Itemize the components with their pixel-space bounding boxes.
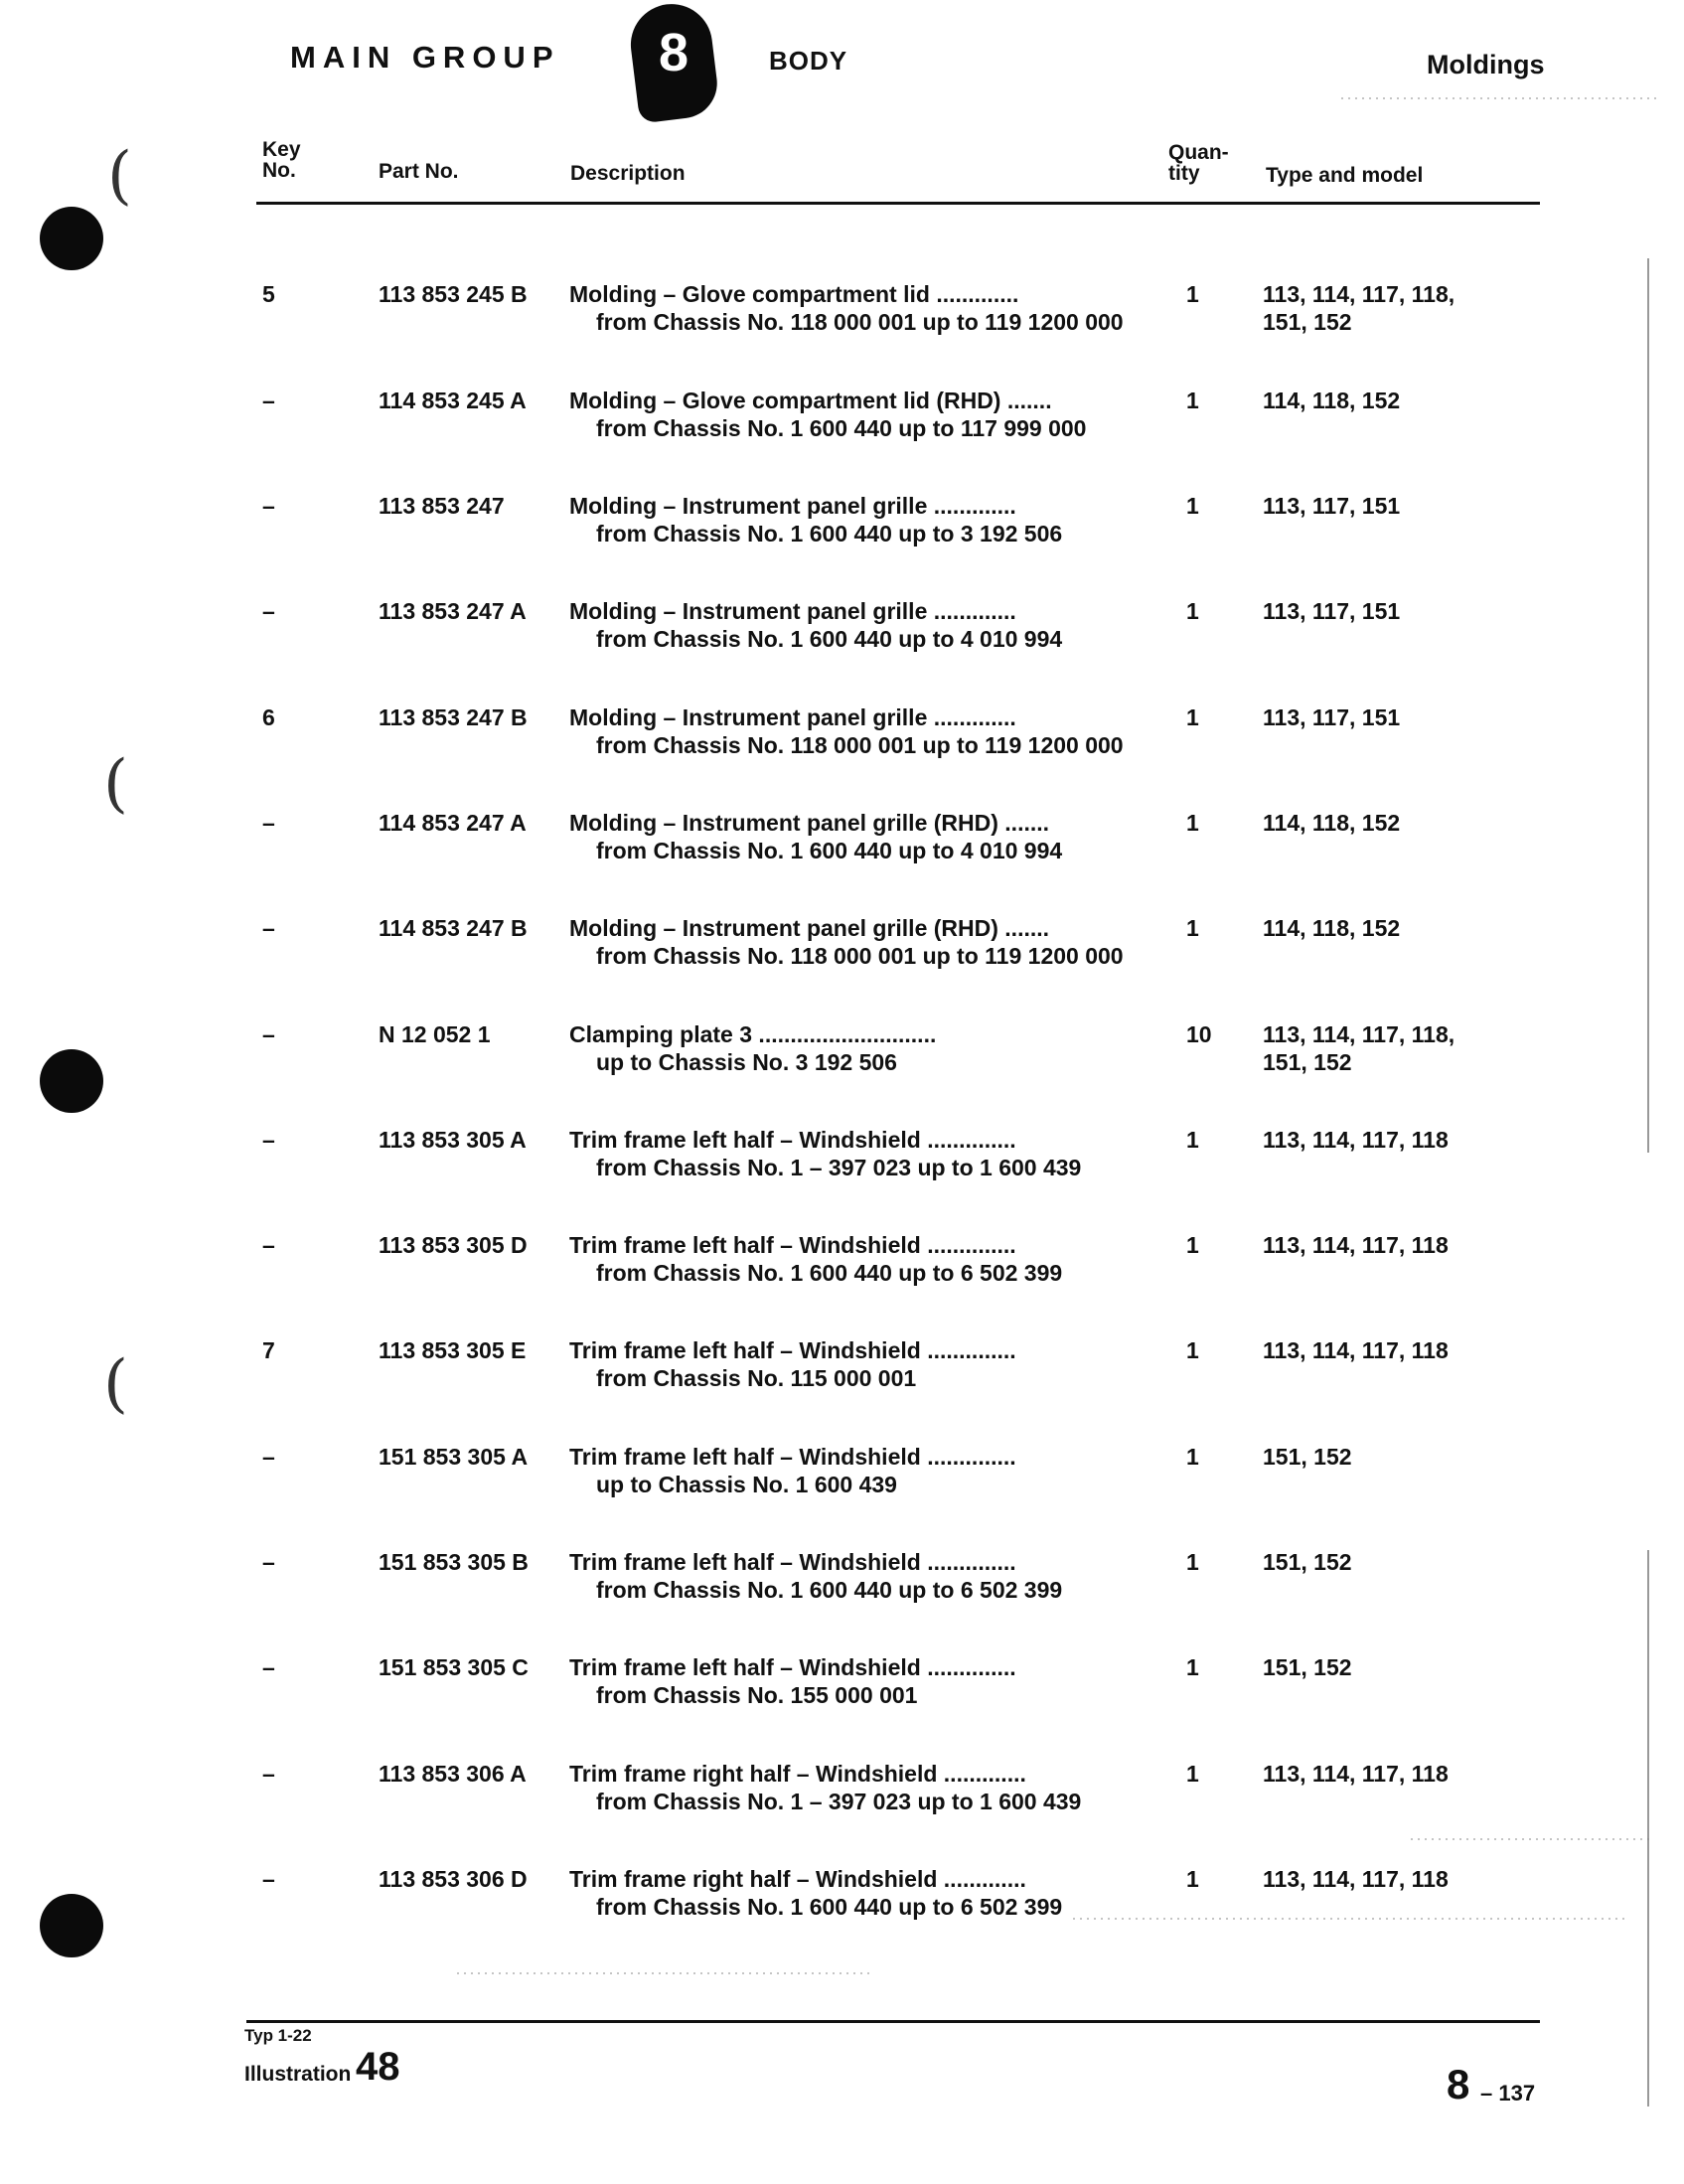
part-number: 113 853 247: [379, 493, 505, 519]
description: [569, 1443, 1016, 1498]
section-title: BODY: [769, 46, 848, 76]
description-detail: from Chassis No. 1 600 440 up to 6 502 399: [596, 1260, 1063, 1286]
subsection-title: Moldings: [1427, 50, 1545, 79]
type-model: [1263, 492, 1400, 520]
scan-noise: [1411, 1838, 1649, 1840]
type-model: [1263, 703, 1400, 731]
description: [569, 387, 1086, 442]
key-number: –: [262, 1127, 275, 1153]
part-number: 113 853 247 B: [379, 704, 528, 730]
type-model: [1263, 809, 1400, 837]
description: [569, 492, 1062, 547]
description: [569, 703, 1124, 759]
table-row: [0, 809, 1684, 868]
type-model: [1263, 1126, 1449, 1154]
page-number-group: 8: [1447, 2061, 1470, 2107]
type-model: [1263, 1020, 1454, 1076]
description-line: Trim frame left half – Windshield ..............: [569, 1127, 1016, 1153]
description: [569, 1653, 1016, 1709]
description-line: Trim frame right half – Windshield .............: [569, 1761, 1026, 1787]
scan-edge: [1647, 1550, 1649, 2106]
description-detail: from Chassis No. 1 – 397 023 up to 1 600 439: [596, 1155, 1082, 1180]
table-row: [0, 1336, 1684, 1396]
key-number: –: [262, 915, 275, 941]
type-model: [1263, 1443, 1352, 1471]
description: [569, 809, 1062, 864]
key-number: –: [262, 493, 275, 519]
description: [569, 280, 1124, 336]
table-row: [0, 492, 1684, 551]
key-number: 7: [262, 1337, 275, 1363]
description-line: Trim frame right half – Windshield .............: [569, 1866, 1026, 1892]
key-number: –: [262, 388, 275, 413]
illustration-label: Illustration: [244, 2063, 352, 2086]
table-row: [0, 280, 1684, 340]
description-line: Molding – Instrument panel grille .............: [569, 598, 1016, 624]
quantity: 1: [1186, 1337, 1199, 1363]
description-line: Trim frame left half – Windshield ..............: [569, 1337, 1016, 1363]
description-line: Trim frame left half – Windshield ..............: [569, 1654, 1016, 1680]
type-model-line: 113, 114, 117, 118: [1263, 1232, 1449, 1258]
description-detail: from Chassis No. 1 600 440 up to 6 502 399: [596, 1894, 1063, 1920]
description-detail: from Chassis No. 155 000 001: [596, 1682, 918, 1708]
scan-noise: [1341, 97, 1659, 99]
description: [569, 1231, 1062, 1287]
table-row: [0, 703, 1684, 763]
description: [569, 597, 1062, 653]
quantity: 1: [1186, 598, 1199, 624]
description-line: Trim frame left half – Windshield ..............: [569, 1232, 1016, 1258]
part-number: 113 853 245 B: [379, 281, 528, 307]
part-number: 151 853 305 B: [379, 1549, 529, 1575]
type-model: [1263, 597, 1400, 625]
column-quantity: Quan- tity: [1168, 141, 1229, 185]
illustration-number: 48: [356, 2045, 400, 2089]
description-detail: from Chassis No. 1 600 440 up to 4 010 994: [596, 838, 1063, 863]
description-line: Molding – Glove compartment lid .............: [569, 281, 1019, 307]
type-model: [1263, 1336, 1449, 1364]
part-number: 113 853 247 A: [379, 598, 527, 624]
description-detail: from Chassis No. 118 000 001 up to 119 1200 000: [596, 732, 1124, 758]
table-row: [0, 387, 1684, 446]
part-number: 113 853 305 A: [379, 1127, 527, 1153]
quantity: 1: [1186, 1232, 1199, 1258]
quantity: 1: [1186, 1549, 1199, 1575]
key-number: –: [262, 1232, 275, 1258]
column-description: Description: [570, 162, 686, 185]
column-type-model: Type and model: [1266, 164, 1424, 187]
quantity: 1: [1186, 1761, 1199, 1787]
description-line: Molding – Instrument panel grille .............: [569, 493, 1016, 519]
table-row: [0, 1020, 1684, 1080]
type-model-line: 113, 114, 117, 118: [1263, 1761, 1449, 1787]
description-line: Trim frame left half – Windshield ..............: [569, 1444, 1016, 1470]
description-detail: from Chassis No. 1 – 397 023 up to 1 600 439: [596, 1789, 1082, 1814]
description: [569, 1865, 1062, 1921]
type-model: [1263, 1865, 1449, 1893]
description-detail: from Chassis No. 1 600 440 up to 4 010 994: [596, 626, 1063, 652]
quantity: 1: [1186, 810, 1199, 836]
type-model-line: 151, 152: [1263, 1049, 1352, 1075]
description-detail: up to Chassis No. 1 600 439: [596, 1472, 897, 1497]
description: [569, 914, 1124, 970]
type-model-line: 151, 152: [1263, 1549, 1352, 1575]
header-rule: [256, 202, 1540, 205]
description-line: Molding – Instrument panel grille .............: [569, 704, 1016, 730]
key-number: –: [262, 598, 275, 624]
quantity: 1: [1186, 281, 1199, 307]
quantity: 1: [1186, 1866, 1199, 1892]
part-number: 151 853 305 C: [379, 1654, 529, 1680]
description-line: Molding – Instrument panel grille (RHD) .......: [569, 915, 1050, 941]
description-detail: from Chassis No. 1 600 440 up to 6 502 399: [596, 1577, 1063, 1603]
table-row: [0, 1126, 1684, 1185]
description-line: Trim frame left half – Windshield ..............: [569, 1549, 1016, 1575]
description-line: Molding – Instrument panel grille (RHD) .......: [569, 810, 1050, 836]
quantity: 1: [1186, 388, 1199, 413]
description: [569, 1336, 1016, 1392]
description: [569, 1020, 936, 1076]
type-model: [1263, 1231, 1449, 1259]
type-model-line: 113, 117, 151: [1263, 598, 1401, 624]
part-number: N 12 052 1: [379, 1021, 491, 1047]
description-detail: from Chassis No. 1 600 440 up to 3 192 506: [596, 521, 1063, 546]
part-number: 113 853 305 E: [379, 1337, 527, 1363]
column-part-no: Part No.: [379, 160, 459, 183]
page-number-sub: – 137: [1480, 2081, 1536, 2106]
key-number: –: [262, 1549, 275, 1575]
group-number: 8: [658, 23, 689, 82]
footer-rule: [246, 2020, 1540, 2023]
description-line: Molding – Glove compartment lid (RHD) .......: [569, 388, 1052, 413]
type-model-line: 114, 118, 152: [1263, 810, 1401, 836]
part-number: 114 853 245 A: [379, 388, 527, 413]
quantity: 1: [1186, 1444, 1199, 1470]
table-row: [0, 1760, 1684, 1819]
key-number: –: [262, 1654, 275, 1680]
type-model-line: 113, 114, 117, 118: [1263, 1127, 1449, 1153]
margin-mark: (: [103, 1347, 128, 1421]
type-model-line: 113, 114, 117, 118: [1263, 1337, 1449, 1363]
quantity: 1: [1186, 493, 1199, 519]
quantity: 1: [1186, 1654, 1199, 1680]
type-model: [1263, 280, 1454, 336]
quantity: 1: [1186, 1127, 1199, 1153]
key-number: 6: [262, 704, 275, 730]
part-number: 114 853 247 A: [379, 810, 527, 836]
description-detail: from Chassis No. 118 000 001 up to 119 1200 000: [596, 943, 1124, 969]
description: [569, 1126, 1081, 1181]
main-group-title: MAIN GROUP: [290, 40, 560, 75]
quantity: 10: [1186, 1021, 1212, 1047]
table-row: [0, 1231, 1684, 1291]
part-number: 113 853 306 D: [379, 1866, 528, 1892]
description-detail: from Chassis No. 1 600 440 up to 117 999 000: [596, 415, 1087, 441]
table-row: [0, 1865, 1684, 1925]
margin-mark: (: [107, 139, 132, 213]
type-model-line: 113, 114, 117, 118: [1263, 1866, 1449, 1892]
column-key-no: Key No.: [262, 138, 301, 182]
key-number: –: [262, 1021, 275, 1047]
type-model-line: 114, 118, 152: [1263, 388, 1401, 413]
description-detail: from Chassis No. 118 000 001 up to 119 1200 000: [596, 309, 1124, 335]
key-number: –: [262, 1444, 275, 1470]
part-number: 114 853 247 B: [379, 915, 528, 941]
description-detail: from Chassis No. 115 000 001: [596, 1365, 917, 1391]
table-row: [0, 914, 1684, 974]
scan-noise: [457, 1972, 874, 1974]
table-row: [0, 597, 1684, 657]
type-model-line: 151, 152: [1263, 1444, 1352, 1470]
type-model-line: 114, 118, 152: [1263, 915, 1401, 941]
quantity: 1: [1186, 704, 1199, 730]
description-line: Clamping plate 3 ............................: [569, 1021, 937, 1047]
key-number: –: [262, 1866, 275, 1892]
type-model-line: 113, 114, 117, 118,: [1263, 281, 1455, 307]
description-detail: up to Chassis No. 3 192 506: [596, 1049, 897, 1075]
description: [569, 1548, 1062, 1604]
key-number: –: [262, 810, 275, 836]
key-number: –: [262, 1761, 275, 1787]
type-label: Typ 1-22: [244, 2026, 312, 2045]
type-model-line: 113, 117, 151: [1263, 493, 1401, 519]
type-model: [1263, 1653, 1352, 1681]
type-model-line: 113, 114, 117, 118,: [1263, 1021, 1455, 1047]
type-model: [1263, 914, 1400, 942]
type-model: [1263, 387, 1400, 414]
table-row: [0, 1653, 1684, 1713]
type-model-line: 151, 152: [1263, 309, 1352, 335]
type-model-line: 151, 152: [1263, 1654, 1352, 1680]
quantity: 1: [1186, 915, 1199, 941]
key-number: 5: [262, 281, 275, 307]
description: [569, 1760, 1081, 1815]
type-model: [1263, 1760, 1449, 1788]
binder-hole-top: [40, 207, 103, 270]
type-model: [1263, 1548, 1352, 1576]
part-number: 151 853 305 A: [379, 1444, 529, 1470]
table-row: [0, 1548, 1684, 1608]
margin-mark: (: [103, 747, 128, 821]
part-number: 113 853 305 D: [379, 1232, 528, 1258]
part-number: 113 853 306 A: [379, 1761, 527, 1787]
type-model-line: 113, 117, 151: [1263, 704, 1401, 730]
table-row: [0, 1443, 1684, 1502]
